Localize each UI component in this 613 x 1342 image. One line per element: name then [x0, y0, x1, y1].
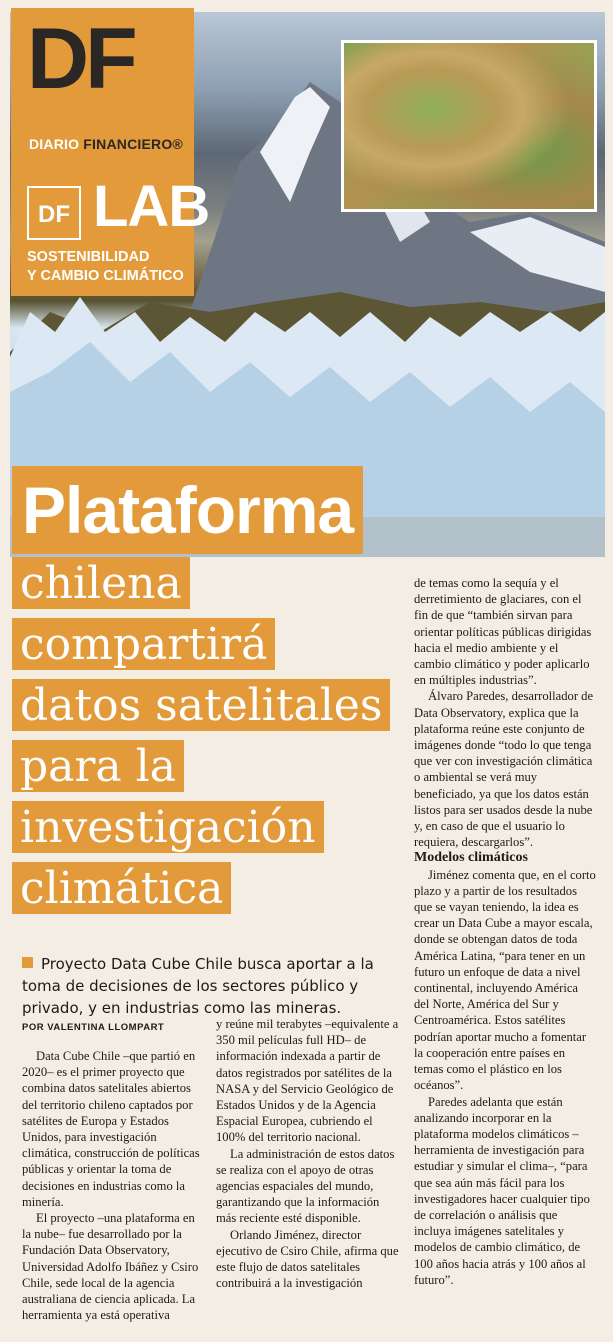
headline-line: para la: [12, 740, 184, 792]
paragraph: El proyecto –una plataforma en la nube– fue desarrollado por la Fundación Data Observatory, Universidad Adolfo Ibáñez y Csiro Chile, sede local de la agencia australiana de ciencia aplicada. La herramienta ya está operativa: [22, 1211, 199, 1323]
headline-line: datos satelitales: [12, 679, 390, 731]
df-lab-square-logo: DF: [27, 186, 81, 240]
paragraph: de temas como la sequía y el derretimiento de glaciares, con el fin de que “también sirvan para orientar políticas públicas dirigidas hacia el medio ambiente y el cambio climático y poder aplicarlo en múltiples industrias”.: [414, 576, 592, 688]
subheading: Modelos climáticos: [414, 850, 528, 866]
paragraph: Álvaro Paredes, desarrollador de Data Observatory, explica que la plataforma reúne este conjunto de imágenes donde “todo lo que tenga que ver con investigación climática o ambiental se verá muy beneficiado, ya que los datos están listos para ser usados desde la nube y, en caso de que el usuario lo requiera, descargarlos”.: [414, 689, 594, 850]
paragraph: y reúne mil terabytes –equivalente a 350 mil películas full HD– de información indexada a partir de datos registrados por satélites de la NASA y del Servicio Geológico de Estados Unidos y de la Agencia Espacial Europea, cubriendo el 100% del territorio nacional.: [216, 1017, 399, 1145]
lead-paragraph: Proyecto Data Cube Chile busca aportar a la toma de decisiones de los sectores público y privado, y en industrias como las mineras.: [22, 955, 374, 1017]
article-column-2: [216, 1016, 402, 1291]
df-logo: DF: [27, 11, 134, 107]
paragraph: Orlando Jiménez, director ejecutivo de Csiro Chile, afirma que este flujo de datos satelitales contribuirá a la investigación: [216, 1227, 399, 1291]
headline-line: chilena: [12, 557, 190, 609]
diario-financiero-brand: DIARIO FINANCIERO®: [29, 136, 183, 152]
byline: POR VALENTINA LLOMPART: [22, 1022, 165, 1033]
headline-line: climática: [12, 862, 231, 914]
df-lab-logo-panel: [11, 8, 210, 296]
headline-main-word: Plataforma: [12, 466, 363, 554]
article-column-1: [22, 1048, 204, 1323]
paragraph: Jiménez comenta que, en el corto plazo y a partir de los resultados que se vayan teniendo, la idea es crear un Data Cube a mayor escala, donde se obtengan datos de toda América Latina, “para tener en un futuro un enfoque de data a nivel continental, incluyendo América del Norte, América del Sur y Centroamérica. Estos satélites podrían aportar mucho a fomentar la cooperación entre países en temas como el plástico en los océanos”.: [414, 867, 596, 1093]
section-subtitle: SOSTENIBILIDAD Y CAMBIO CLIMÁTICO: [27, 249, 184, 284]
paragraph: Paredes adelanta que están analizando incorporar en la plataforma modelos climáticos –herramienta de investigación para estudiar y simular el clima–, “para que sea aún más fácil para los investigadores hacer cualquier tipo de correlación o análisis que incluya imágenes satelitales y modelos de cambio climático, de 100 años hacia atrás y 100 años al futuro”.: [414, 1094, 590, 1287]
headline-line: investigación: [12, 801, 324, 853]
lab-wordmark: LAB: [93, 174, 210, 239]
article-column-3: [414, 575, 596, 1288]
bullet-square-icon: [22, 957, 33, 968]
headline-line: compartirá: [12, 618, 275, 670]
satellite-terrain-map: [341, 40, 597, 212]
paragraph: La administración de estos datos se realiza con el apoyo de otras agencias espaciales del mundo, garantizando que la información más reciente esté disponible.: [216, 1146, 395, 1226]
paragraph: Data Cube Chile –que partió en 2020– es el primer proyecto que combina datos satelitales abiertos del territorio chileno captados por satélites de Europa y Estados Unidos, para investigación climática, construcción de políticas públicas y orientar la toma de decisiones en industrias como la minería.: [22, 1049, 200, 1209]
